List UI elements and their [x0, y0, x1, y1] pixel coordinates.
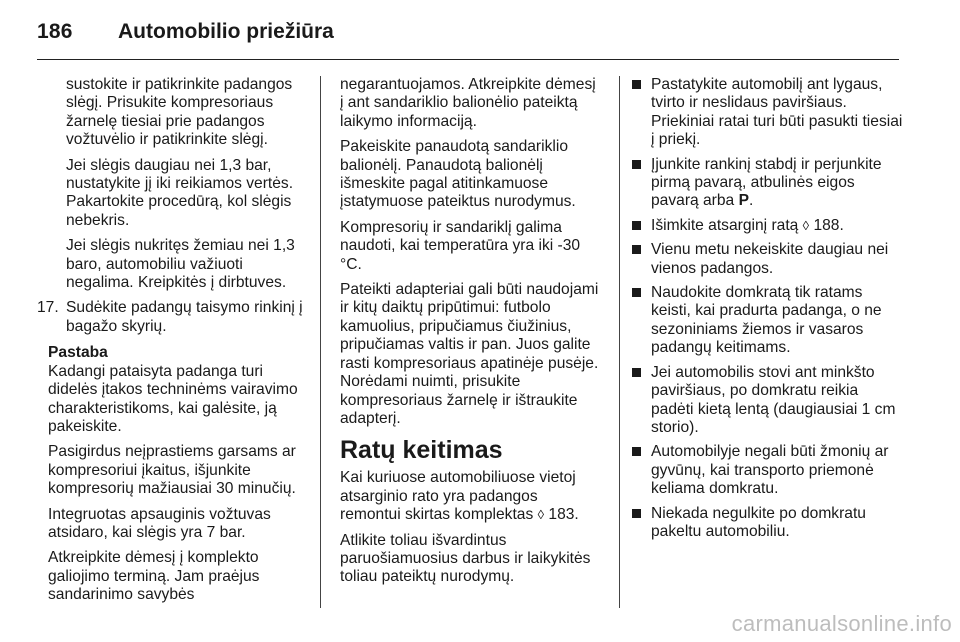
step-text: Sudėkite padangų taisymo rinkinį į bagažo skyrių.	[66, 299, 303, 335]
list-item-text	[651, 217, 904, 235]
note-paragraph: Integruotas apsauginis vožtuvas atsidaro, kai slėgis yra 7 bar.	[48, 505, 271, 541]
list-item-text	[651, 156, 904, 211]
list-item-text: Naudokite domkratą tik ratams keisti, kai pradurta padanga, o ne sezoniniams žiemos ir vasaros padangų keitimams.	[651, 284, 882, 357]
paragraph: Jei slėgis daugiau nei 1,3 bar, nustatykite jį iki reikiamos vertės. Pakartokite procedūrą, kol slėgis nebekris.	[66, 156, 294, 229]
paragraph: negarantuojamos. Atkreipkite dėmesį į ant sandariklio balionėlio pateiktą laikymo informaciją.	[340, 76, 596, 130]
column-right	[632, 76, 904, 547]
bullet-square-icon	[632, 245, 641, 254]
note-paragraph: Kadangi pataisyta padanga turi didelės įtakos techninėms vairavimo charakteristikoms, kai galėsite, ją pakeiskite.	[48, 362, 298, 435]
list-item-text-end: .	[748, 192, 754, 210]
list-item	[632, 156, 904, 211]
list-item	[632, 284, 904, 358]
watermark: carmanualsonline.info	[731, 611, 952, 636]
list-item	[632, 241, 904, 278]
step-number: 17.	[37, 299, 59, 317]
note-paragraph: Pasigirdus neįprastiems garsams ar kompresoriui įkaitus, išjunkite kompresorių mažiausiai 30 minučių.	[48, 443, 296, 498]
header-divider	[37, 59, 899, 60]
paragraph: Jei slėgis nukritęs žemiau nei 1,3 baro, automobiliu važiuoti negalima. Kreipkitės į dirbtuves.	[66, 237, 295, 292]
paragraph: Kompresorių ir sandariklį galima naudoti, kai temperatūra yra iki -30 °C.	[340, 218, 581, 273]
paragraph: sustokite ir patikrinkite padangos slėgį. Prisukite kompresoriaus žarnelę tiesiai prie padangos vožtuvėlio ir patikrinkite slėgį.	[66, 76, 293, 149]
bullet-square-icon	[632, 160, 641, 169]
page-ref-arrow-icon: ◊	[537, 507, 545, 523]
bullet-square-icon	[632, 368, 641, 377]
column-middle	[340, 76, 602, 594]
page-ref-arrow-icon: ◊	[802, 217, 810, 233]
paragraph: Pateikti adapteriai gali būti naudojami ir kitų daiktų pripūtimui: futbolo kamuolius, pripučiamus čiužinius, pripučiamas valtis ir pan. Juos galite rasti kompresoriaus apatinėje pusėje. Norėdami nuimti, prisukite kompresoriaus žarnelę ir ištraukite adapterį.	[340, 281, 599, 427]
paragraph	[340, 469, 602, 524]
paragraph-text: Kai kuriuose automobiliuose vietoj atsarginio rato yra padangos remontui skirtas komplektas	[340, 469, 576, 524]
section-heading: Ratų keitimas	[340, 436, 503, 465]
list-item	[632, 443, 904, 498]
bullet-square-icon	[632, 221, 641, 230]
list-item	[632, 217, 904, 235]
note-heading: Pastaba	[48, 344, 108, 362]
bullet-square-icon	[632, 509, 641, 518]
list-item-text: Pastatykite automobilį ant lygaus, tvirto ir neslidaus paviršiaus. Priekiniai ratai turi būti pasukti tiesiai į priekį.	[651, 76, 903, 149]
list-item-text: Automobilyje negali būti žmonių ar gyvūnų, kai transporto priemonė keliama domkratu.	[651, 443, 889, 498]
page-header	[0, 0, 960, 60]
column-divider	[619, 76, 620, 608]
step-17	[37, 299, 310, 336]
list-item-text: Jei automobilis stovi ant minkšto paviršiaus, po domkratu reikia padėti kietą lentą (daugiausiai 1 cm storio).	[651, 363, 896, 436]
page-ref-link[interactable]: 188.	[813, 216, 844, 234]
list-item-text-part: Išimkite atsarginį ratą	[651, 216, 799, 234]
list-item	[632, 505, 904, 542]
list-item	[632, 364, 904, 438]
paragraph: Pakeiskite panaudotą sandariklio balionėlį. Panaudotą balionėlį išmeskite pagal atitinkamuose įstatymuose pateiktus nurodymus.	[340, 138, 576, 211]
list-item-text: Vienu metu nekeiskite daugiau nei vienos padangos.	[651, 241, 889, 277]
paragraph: Atlikite toliau išvardintus paruošiamuosius darbus ir laikykitės toliau pateiktų nurodymų.	[340, 531, 591, 586]
page-title: Automobilio priežiūra	[118, 20, 334, 43]
column-left	[37, 76, 310, 612]
bullet-square-icon	[632, 80, 641, 89]
page-number: 186	[37, 20, 73, 43]
bullet-square-icon	[632, 288, 641, 297]
column-divider	[320, 76, 321, 608]
list-item-text-part: Įjunkite rankinį stabdį ir perjunkite pirmą pavarą, atbulinės eigos pavarą arba	[651, 155, 882, 210]
note-paragraph: Atkreipkite dėmesį į komplekto galiojimo terminą. Jam praėjus sandarinimo savybės	[48, 549, 260, 604]
list-item-text: Niekada negulkite po domkratu pakeltu automobiliu.	[651, 504, 866, 540]
list-item	[632, 76, 904, 150]
bullet-list	[632, 76, 904, 541]
page-ref-link[interactable]: 183.	[548, 506, 579, 524]
bullet-square-icon	[632, 447, 641, 456]
gear-label: P	[738, 192, 749, 210]
